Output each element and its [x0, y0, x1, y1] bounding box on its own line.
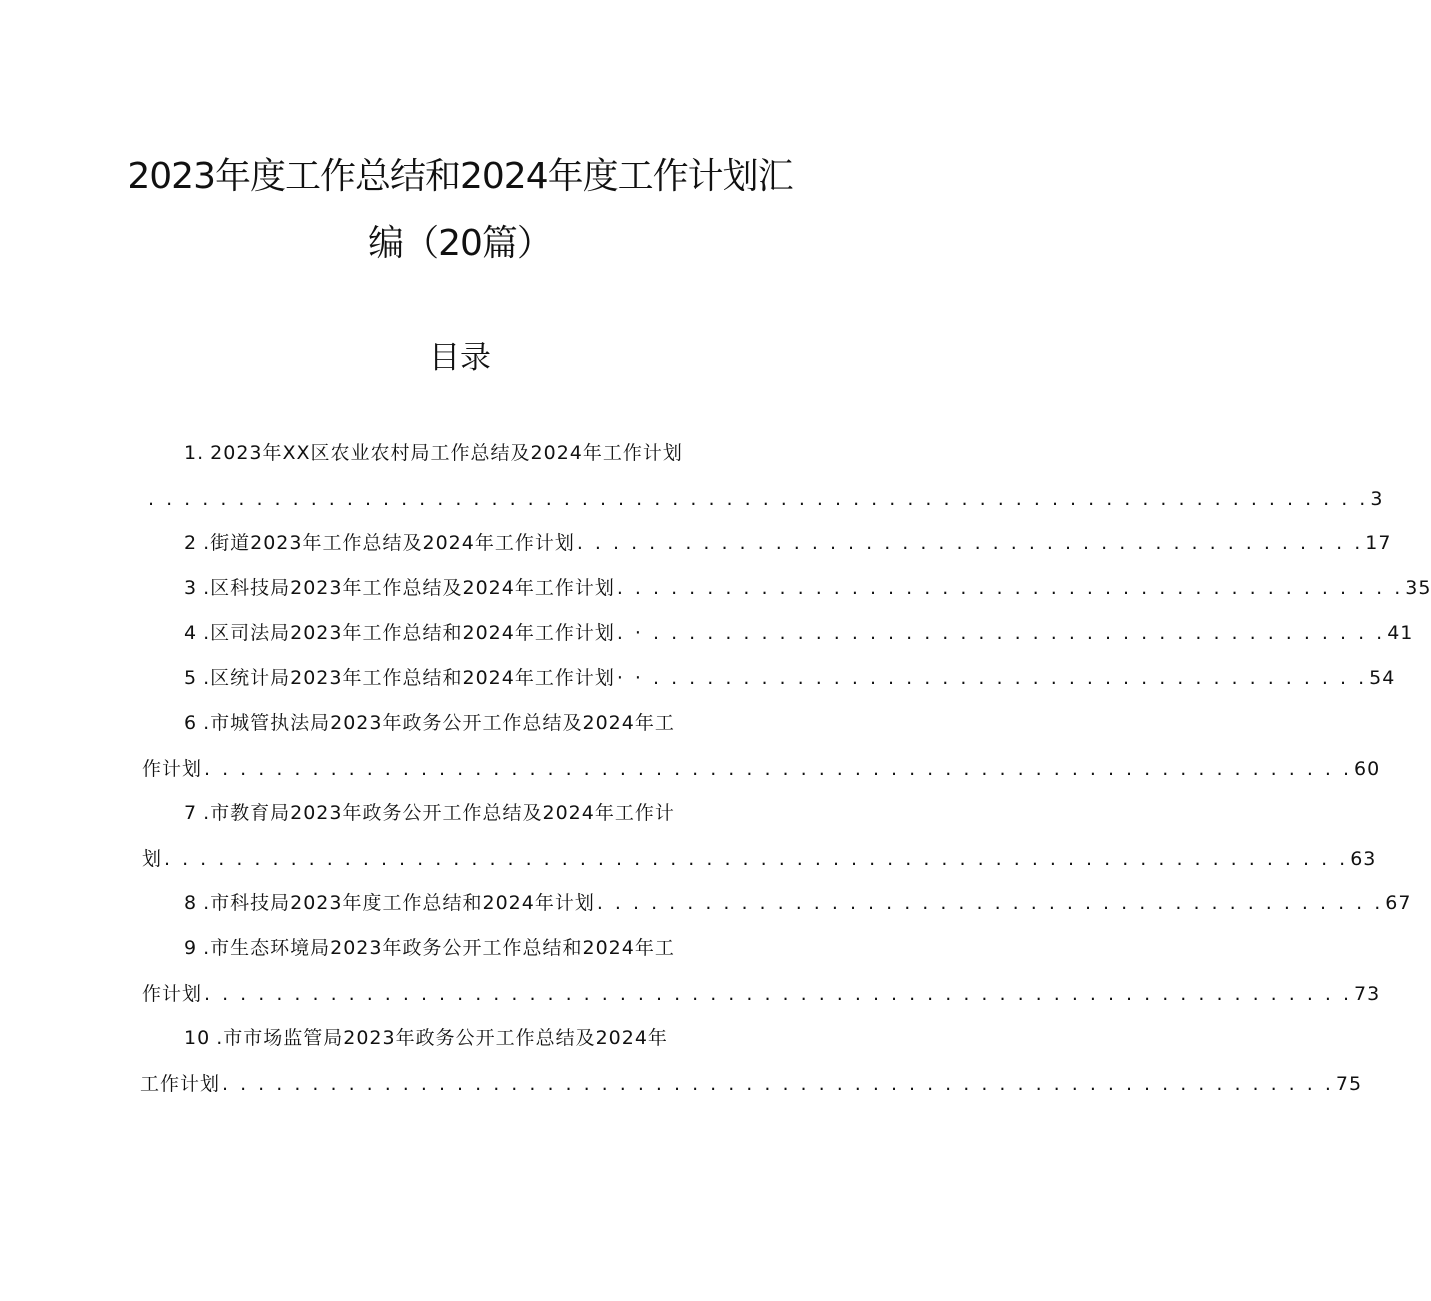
toc-item-7-line-2[interactable] — [142, 844, 1377, 874]
toc-leader-dots: . . . . . . . . . . . . . . . . . . . . . . . . . . . . . . . . . . . . . . . . . . . . . . . . . . . . . . . . . . . . . . . . — [204, 758, 1353, 780]
toc-item-number: 7 — [184, 802, 198, 824]
toc-page-number: 41 — [1387, 622, 1414, 644]
toc-leader-dots: . . . . . . . . . . . . . . . . . . . . . . . . . . . . . . . . . . . . . . . . . . . . . . . . . . . . . . . . . . . . . . — [222, 1073, 1334, 1095]
toc-item-number: 4 — [184, 622, 198, 644]
toc-item-text-continued: 作计划 — [142, 983, 203, 1005]
toc-item-3[interactable] — [184, 573, 1431, 603]
toc-leader-dots: . . . . . . . . . . . . . . . . . . . . . . . . . . . . . . . . . . . . . . . . . . . . . . . . . . . . . . . . . . . . . . . . . . . . — [148, 488, 1369, 510]
toc-item-number: 3 — [184, 577, 198, 599]
toc-item-4[interactable] — [184, 618, 1414, 648]
toc-page-number: 17 — [1365, 532, 1392, 554]
toc-page-number: 54 — [1369, 667, 1396, 689]
toc-item-text-continued: 作计划 — [142, 758, 203, 780]
toc-item-10-line-1[interactable] — [184, 1023, 668, 1053]
toc-item-5[interactable] — [184, 663, 1396, 693]
toc-item-text: .区司法局2023年工作总结和2024年工作计划 — [203, 622, 615, 644]
toc-item-2[interactable] — [184, 528, 1392, 558]
toc-page-number: 35 — [1405, 577, 1431, 599]
toc-item-text: .市教育局2023年政务公开工作总结及2024年工作计 — [203, 802, 675, 824]
toc-item-number: 9 — [184, 937, 198, 959]
toc-item-7-line-1[interactable] — [184, 798, 675, 828]
toc-item-text: .市生态环境局2023年政务公开工作总结和2024年工 — [203, 937, 675, 959]
toc-leader-dots: . · . . . . . . . . . . . . . . . . . . . . . . . . . . . . . . . . . . . . . . . . . — [616, 622, 1386, 644]
toc-page-number: 67 — [1385, 892, 1412, 914]
toc-leader-dots: . . . . . . . . . . . . . . . . . . . . . . . . . . . . . . . . . . . . . . . . . . . . — [616, 577, 1404, 599]
toc-item-8[interactable] — [184, 888, 1412, 918]
toc-item-number: 10 — [184, 1027, 211, 1049]
toc-item-number: 5 — [184, 667, 198, 689]
toc-item-text-continued: 划 — [142, 848, 163, 870]
toc-item-number: 8 — [184, 892, 198, 914]
toc-item-text: .区统计局2023年工作总结和2024年工作计划 — [203, 667, 615, 689]
toc-page-number: 63 — [1350, 848, 1377, 870]
toc-item-9-line-2[interactable] — [142, 979, 1381, 1009]
toc-item-1-line-2[interactable] — [146, 484, 1384, 514]
toc-page-number: 3 — [1370, 488, 1384, 510]
toc-item-text: 2023年XX区农业农村局工作总结及2024年工作计划 — [210, 442, 683, 464]
toc-item-number: 1. — [184, 442, 205, 464]
toc-item-text: .街道2023年工作总结及2024年工作计划 — [203, 532, 575, 554]
toc-page-number: 75 — [1335, 1073, 1363, 1095]
toc-item-text: .市科技局2023年度工作总结和2024年计划 — [203, 892, 595, 914]
toc-leader-dots: . . . . . . . . . . . . . . . . . . . . . . . . . . . . . . . . . . . . . . . . . . . . — [576, 532, 1364, 554]
toc-item-number: 6 — [184, 712, 198, 734]
toc-item-9-line-1[interactable] — [184, 933, 675, 963]
toc-heading: 目录 — [429, 340, 491, 376]
toc-item-text-continued: 工作计划 — [140, 1073, 221, 1095]
toc-leader-dots: · · . . . . . . . . . . . . . . . . . . . . . . . . . . . . . . . . . . . . . . . . — [616, 667, 1368, 689]
toc-leader-dots: . . . . . . . . . . . . . . . . . . . . . . . . . . . . . . . . . . . . . . . . . . . . . . . . . . . . . . . . . . . . . . . . — [204, 983, 1353, 1005]
toc-item-10-line-2[interactable] — [140, 1069, 1363, 1099]
toc-item-6-line-2[interactable] — [142, 754, 1381, 784]
toc-leader-dots: . . . . . . . . . . . . . . . . . . . . . . . . . . . . . . . . . . . . . . . . . . . . — [596, 892, 1384, 914]
toc-leader-dots: . . . . . . . . . . . . . . . . . . . . . . . . . . . . . . . . . . . . . . . . . . . . . . . . . . . . . . . . . . . . . . . . . . — [164, 848, 1349, 870]
toc-item-1-line-1[interactable] — [184, 438, 683, 468]
document-title-line-1: 2023年度工作总结和2024年度工作计划汇 — [127, 156, 793, 197]
toc-item-text: .市市场监管局2023年政务公开工作总结及2024年 — [216, 1027, 668, 1049]
toc-item-text: .区科技局2023年工作总结及2024年工作计划 — [203, 577, 615, 599]
toc-item-text: .市城管执法局2023年政务公开工作总结及2024年工 — [203, 712, 675, 734]
toc-item-6-line-1[interactable] — [184, 708, 675, 738]
toc-page-number: 73 — [1354, 983, 1381, 1005]
document-title-line-2: 编（20篇） — [368, 223, 552, 264]
toc-item-number: 2 — [184, 532, 198, 554]
toc-page-number: 60 — [1354, 758, 1381, 780]
